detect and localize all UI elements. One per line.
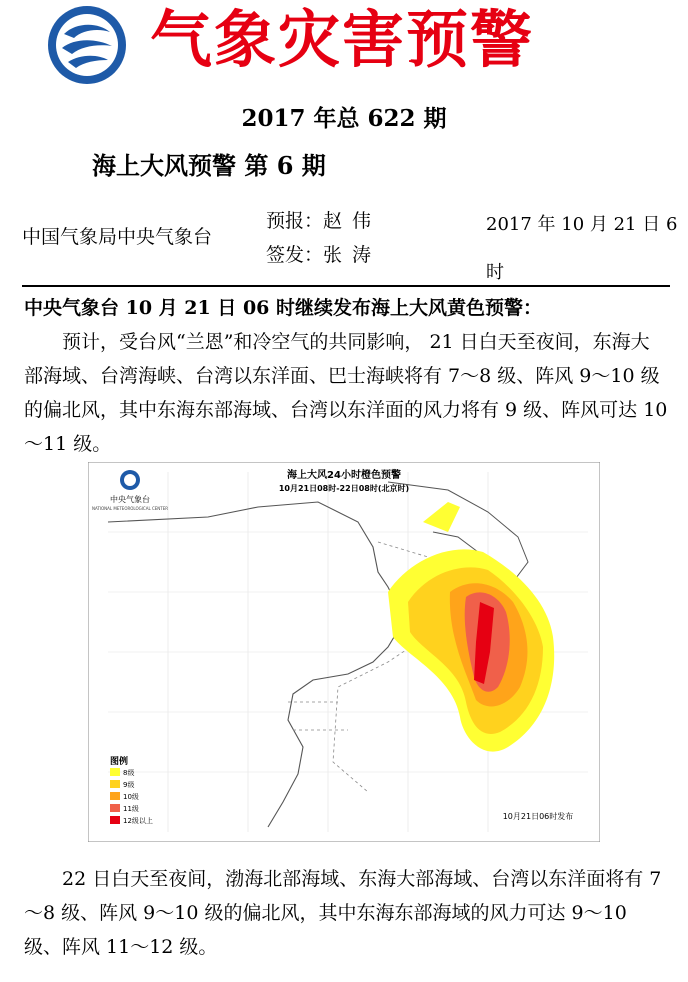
legend-title: 图例 (110, 757, 129, 767)
forecast-paragraph-1: 预计，受台风“兰恩”和冷空气的共同影响， 21 日白天至夜间，东海大部海域、台湾海峡、台湾以东洋面、巴士海峡将有 7～8 级、阵风 9～10 级的偏北风，其中东海东部海域、台湾以东洋面的风力将有 9 级、阵风可达 10～11 级。 (24, 331, 668, 455)
issue-subtitle: 海上大风预警 第 6 期 (92, 151, 326, 180)
legend-swatch-8 (110, 768, 120, 776)
bulletin-title: 气象灾害预警 (150, 3, 535, 76)
warning-headline: 中央气象台 10 月 21 日 06 时继续发布海上大风黄色预警： (24, 297, 543, 319)
forecaster-name: 赵伟 (323, 210, 382, 232)
forecaster-label: 预报： (266, 210, 324, 232)
issuer-label: 签发： (266, 244, 324, 266)
forecast-paragraph-2: 22 日白天至夜间，渤海北部海域、东海大部海域、台湾以东洋面将有 7～8 级、阵风 9～10 级的偏北风，其中东海东部海域的风力可达 9～10 级、阵风 11～12 级。 (24, 868, 662, 958)
organization: 中国气象局中央气象台 (22, 226, 213, 248)
issuer-line (266, 242, 381, 268)
header-divider (22, 285, 670, 287)
legend-label-9: 9级 (123, 781, 135, 789)
legend-label-10: 10级 (123, 793, 139, 801)
legend-swatch-9 (110, 780, 120, 788)
map-agency: 中央气象台 (110, 495, 150, 504)
map-issued-time: 10月21日06时发布 (502, 812, 574, 821)
legend-label-12: 12级以上 (123, 817, 153, 825)
legend-label-8: 8级 (123, 769, 135, 777)
legend-label-11: 11级 (123, 805, 139, 813)
legend-swatch-10 (110, 792, 120, 800)
legend-swatch-12 (110, 816, 120, 824)
issuer-name: 张涛 (323, 244, 382, 266)
legend-swatch-11 (110, 804, 120, 812)
cma-logo-icon (46, 4, 128, 86)
map-subtitle: 10月21日08时-22日08时(北京时) (278, 484, 410, 493)
forecaster-line (266, 208, 381, 234)
map-title: 海上大风24小时橙色预警 (287, 470, 401, 481)
map-agency-en: NATIONAL METEOROLOGICAL CENTER (91, 506, 169, 511)
issue-datetime: 2017 年 10 月 21 日 6 时 (486, 214, 678, 283)
warning-map (88, 462, 600, 842)
issue-total-number: 2017 年总 622 期 (241, 105, 447, 132)
